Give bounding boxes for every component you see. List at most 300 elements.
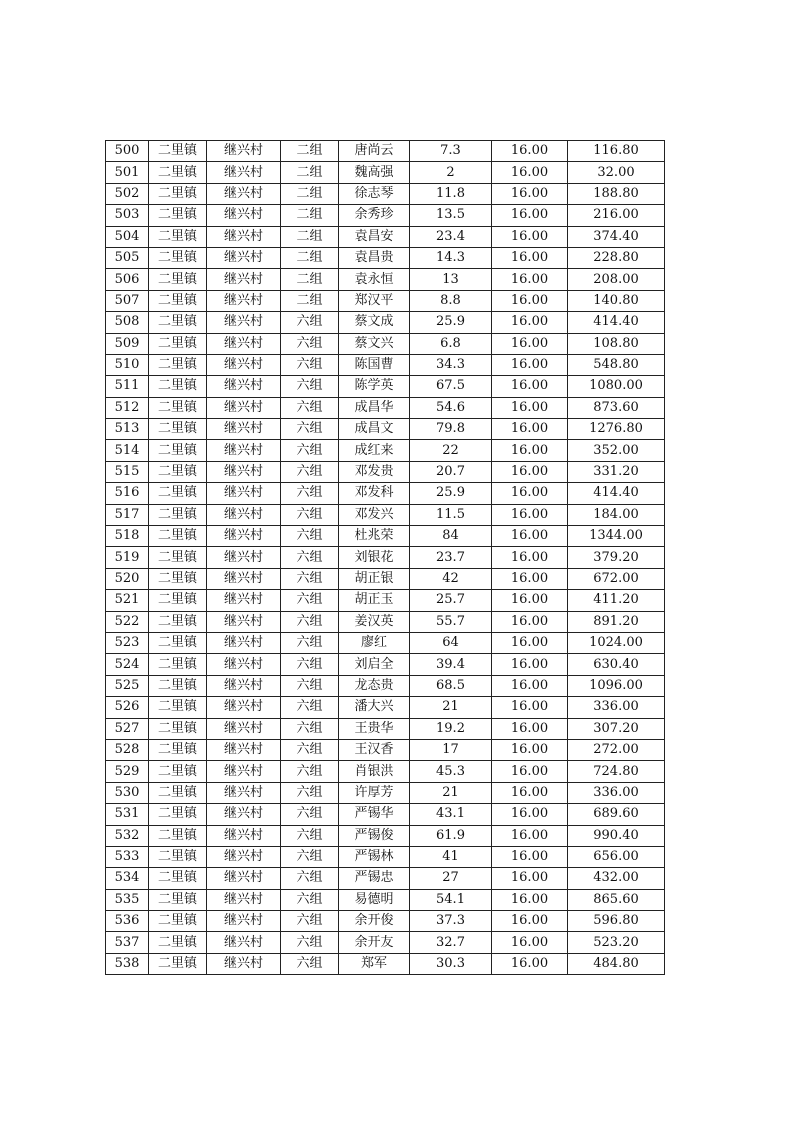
table-row — [106, 205, 665, 226]
town-cell: 二里镇 — [149, 868, 207, 889]
table-row — [106, 932, 665, 953]
rate-cell: 16.00 — [492, 868, 568, 889]
rate-cell: 16.00 — [492, 226, 568, 247]
group-cell: 六组 — [281, 312, 339, 333]
row-number-cell: 521 — [106, 590, 149, 611]
area-cell: 54.6 — [410, 397, 492, 418]
area-cell: 68.5 — [410, 675, 492, 696]
village-cell: 继兴村 — [207, 568, 281, 589]
village-cell: 继兴村 — [207, 718, 281, 739]
town-cell: 二里镇 — [149, 611, 207, 632]
row-number-cell: 538 — [106, 953, 149, 974]
table-row — [106, 141, 665, 162]
town-cell: 二里镇 — [149, 590, 207, 611]
group-cell: 二组 — [281, 205, 339, 226]
group-cell: 六组 — [281, 825, 339, 846]
amount-cell: 523.20 — [568, 932, 665, 953]
name-cell: 魏高强 — [339, 162, 410, 183]
amount-cell: 184.00 — [568, 504, 665, 525]
area-cell: 11.8 — [410, 183, 492, 204]
rate-cell: 16.00 — [492, 932, 568, 953]
name-cell: 成昌文 — [339, 419, 410, 440]
name-cell: 龙态贵 — [339, 675, 410, 696]
town-cell: 二里镇 — [149, 397, 207, 418]
town-cell: 二里镇 — [149, 825, 207, 846]
table-row — [106, 397, 665, 418]
village-cell: 继兴村 — [207, 312, 281, 333]
area-cell: 84 — [410, 526, 492, 547]
rate-cell: 16.00 — [492, 697, 568, 718]
name-cell: 袁昌安 — [339, 226, 410, 247]
rate-cell: 16.00 — [492, 183, 568, 204]
row-number-cell: 528 — [106, 739, 149, 760]
town-cell: 二里镇 — [149, 504, 207, 525]
area-cell: 11.5 — [410, 504, 492, 525]
town-cell: 二里镇 — [149, 290, 207, 311]
rate-cell: 16.00 — [492, 675, 568, 696]
group-cell: 二组 — [281, 290, 339, 311]
table-row — [106, 461, 665, 482]
name-cell: 杜兆荣 — [339, 526, 410, 547]
name-cell: 郑军 — [339, 953, 410, 974]
village-cell: 继兴村 — [207, 376, 281, 397]
area-cell: 14.3 — [410, 247, 492, 268]
group-cell: 六组 — [281, 440, 339, 461]
town-cell: 二里镇 — [149, 354, 207, 375]
group-cell: 六组 — [281, 739, 339, 760]
village-cell: 继兴村 — [207, 889, 281, 910]
amount-cell: 352.00 — [568, 440, 665, 461]
village-cell: 继兴村 — [207, 761, 281, 782]
rate-cell: 16.00 — [492, 953, 568, 974]
group-cell: 六组 — [281, 911, 339, 932]
row-number-cell: 519 — [106, 547, 149, 568]
group-cell: 六组 — [281, 654, 339, 675]
village-cell: 继兴村 — [207, 333, 281, 354]
village-cell: 继兴村 — [207, 547, 281, 568]
table-row — [106, 761, 665, 782]
amount-cell: 188.80 — [568, 183, 665, 204]
table-row — [106, 440, 665, 461]
row-number-cell: 508 — [106, 312, 149, 333]
name-cell: 胡正玉 — [339, 590, 410, 611]
amount-cell: 656.00 — [568, 846, 665, 867]
table-row — [106, 675, 665, 696]
group-cell: 六组 — [281, 761, 339, 782]
row-number-cell: 500 — [106, 141, 149, 162]
town-cell: 二里镇 — [149, 526, 207, 547]
name-cell: 邓发科 — [339, 483, 410, 504]
village-cell: 继兴村 — [207, 932, 281, 953]
rate-cell: 16.00 — [492, 397, 568, 418]
amount-cell: 331.20 — [568, 461, 665, 482]
group-cell: 六组 — [281, 461, 339, 482]
name-cell: 邓发兴 — [339, 504, 410, 525]
amount-cell: 1024.00 — [568, 632, 665, 653]
rate-cell: 16.00 — [492, 526, 568, 547]
group-cell: 六组 — [281, 354, 339, 375]
row-number-cell: 514 — [106, 440, 149, 461]
village-cell: 继兴村 — [207, 846, 281, 867]
village-cell: 继兴村 — [207, 397, 281, 418]
area-cell: 23.4 — [410, 226, 492, 247]
town-cell: 二里镇 — [149, 953, 207, 974]
town-cell: 二里镇 — [149, 911, 207, 932]
amount-cell: 672.00 — [568, 568, 665, 589]
name-cell: 成昌华 — [339, 397, 410, 418]
area-cell: 21 — [410, 782, 492, 803]
area-cell: 37.3 — [410, 911, 492, 932]
amount-cell: 548.80 — [568, 354, 665, 375]
table-row — [106, 697, 665, 718]
town-cell: 二里镇 — [149, 141, 207, 162]
area-cell: 8.8 — [410, 290, 492, 311]
area-cell: 67.5 — [410, 376, 492, 397]
name-cell: 姜汉英 — [339, 611, 410, 632]
row-number-cell: 527 — [106, 718, 149, 739]
rate-cell: 16.00 — [492, 846, 568, 867]
table-row — [106, 804, 665, 825]
rate-cell: 16.00 — [492, 419, 568, 440]
row-number-cell: 518 — [106, 526, 149, 547]
group-cell: 六组 — [281, 932, 339, 953]
area-cell: 27 — [410, 868, 492, 889]
row-number-cell: 523 — [106, 632, 149, 653]
name-cell: 余开友 — [339, 932, 410, 953]
name-cell: 余秀珍 — [339, 205, 410, 226]
group-cell: 六组 — [281, 889, 339, 910]
village-cell: 继兴村 — [207, 911, 281, 932]
town-cell: 二里镇 — [149, 846, 207, 867]
amount-cell: 432.00 — [568, 868, 665, 889]
name-cell: 徐志琴 — [339, 183, 410, 204]
group-cell: 六组 — [281, 675, 339, 696]
row-number-cell: 526 — [106, 697, 149, 718]
row-number-cell: 534 — [106, 868, 149, 889]
village-cell: 继兴村 — [207, 782, 281, 803]
town-cell: 二里镇 — [149, 718, 207, 739]
village-cell: 继兴村 — [207, 953, 281, 974]
row-number-cell: 504 — [106, 226, 149, 247]
area-cell: 25.9 — [410, 483, 492, 504]
table-row — [106, 183, 665, 204]
row-number-cell: 530 — [106, 782, 149, 803]
group-cell: 六组 — [281, 547, 339, 568]
name-cell: 刘银花 — [339, 547, 410, 568]
table-row — [106, 247, 665, 268]
row-number-cell: 524 — [106, 654, 149, 675]
name-cell: 余开俊 — [339, 911, 410, 932]
name-cell: 刘启全 — [339, 654, 410, 675]
row-number-cell: 520 — [106, 568, 149, 589]
amount-cell: 108.80 — [568, 333, 665, 354]
amount-cell: 411.20 — [568, 590, 665, 611]
rate-cell: 16.00 — [492, 654, 568, 675]
table-row — [106, 911, 665, 932]
town-cell: 二里镇 — [149, 804, 207, 825]
town-cell: 二里镇 — [149, 440, 207, 461]
area-cell: 17 — [410, 739, 492, 760]
table-row — [106, 290, 665, 311]
area-cell: 23.7 — [410, 547, 492, 568]
row-number-cell: 513 — [106, 419, 149, 440]
area-cell: 39.4 — [410, 654, 492, 675]
town-cell: 二里镇 — [149, 932, 207, 953]
rate-cell: 16.00 — [492, 547, 568, 568]
name-cell: 蔡文兴 — [339, 333, 410, 354]
village-cell: 继兴村 — [207, 504, 281, 525]
table-row — [106, 590, 665, 611]
amount-cell: 336.00 — [568, 782, 665, 803]
amount-cell: 990.40 — [568, 825, 665, 846]
town-cell: 二里镇 — [149, 739, 207, 760]
amount-cell: 865.60 — [568, 889, 665, 910]
area-cell: 79.8 — [410, 419, 492, 440]
village-cell: 继兴村 — [207, 697, 281, 718]
village-cell: 继兴村 — [207, 205, 281, 226]
village-cell: 继兴村 — [207, 632, 281, 653]
name-cell: 邓发贵 — [339, 461, 410, 482]
table-row — [106, 611, 665, 632]
table-row — [106, 654, 665, 675]
amount-cell: 414.40 — [568, 483, 665, 504]
village-cell: 继兴村 — [207, 461, 281, 482]
town-cell: 二里镇 — [149, 782, 207, 803]
area-cell: 7.3 — [410, 141, 492, 162]
area-cell: 32.7 — [410, 932, 492, 953]
name-cell: 陈国曹 — [339, 354, 410, 375]
town-cell: 二里镇 — [149, 162, 207, 183]
group-cell: 六组 — [281, 846, 339, 867]
area-cell: 22 — [410, 440, 492, 461]
amount-cell: 307.20 — [568, 718, 665, 739]
group-cell: 六组 — [281, 632, 339, 653]
area-cell: 2 — [410, 162, 492, 183]
row-number-cell: 516 — [106, 483, 149, 504]
amount-cell: 1276.80 — [568, 419, 665, 440]
group-cell: 六组 — [281, 782, 339, 803]
name-cell: 蔡文成 — [339, 312, 410, 333]
name-cell: 袁昌贵 — [339, 247, 410, 268]
amount-cell: 724.80 — [568, 761, 665, 782]
group-cell: 二组 — [281, 247, 339, 268]
rate-cell: 16.00 — [492, 782, 568, 803]
name-cell: 许厚芳 — [339, 782, 410, 803]
town-cell: 二里镇 — [149, 654, 207, 675]
name-cell: 郑汉平 — [339, 290, 410, 311]
rate-cell: 16.00 — [492, 162, 568, 183]
area-cell: 55.7 — [410, 611, 492, 632]
table-row — [106, 953, 665, 974]
village-cell: 继兴村 — [207, 354, 281, 375]
amount-cell: 208.00 — [568, 269, 665, 290]
amount-cell: 1096.00 — [568, 675, 665, 696]
amount-cell: 374.40 — [568, 226, 665, 247]
rate-cell: 16.00 — [492, 312, 568, 333]
rate-cell: 16.00 — [492, 461, 568, 482]
village-cell: 继兴村 — [207, 440, 281, 461]
group-cell: 六组 — [281, 804, 339, 825]
row-number-cell: 501 — [106, 162, 149, 183]
table-row — [106, 504, 665, 525]
row-number-cell: 509 — [106, 333, 149, 354]
row-number-cell: 512 — [106, 397, 149, 418]
row-number-cell: 531 — [106, 804, 149, 825]
rate-cell: 16.00 — [492, 739, 568, 760]
group-cell: 六组 — [281, 953, 339, 974]
village-cell: 继兴村 — [207, 141, 281, 162]
rate-cell: 16.00 — [492, 247, 568, 268]
table-row — [106, 739, 665, 760]
area-cell: 61.9 — [410, 825, 492, 846]
table-row — [106, 483, 665, 504]
name-cell: 严锡俊 — [339, 825, 410, 846]
row-number-cell: 505 — [106, 247, 149, 268]
rate-cell: 16.00 — [492, 354, 568, 375]
rate-cell: 16.00 — [492, 333, 568, 354]
village-cell: 继兴村 — [207, 611, 281, 632]
table-row — [106, 354, 665, 375]
village-cell: 继兴村 — [207, 247, 281, 268]
town-cell: 二里镇 — [149, 461, 207, 482]
rate-cell: 16.00 — [492, 568, 568, 589]
amount-cell: 596.80 — [568, 911, 665, 932]
area-cell: 25.7 — [410, 590, 492, 611]
row-number-cell: 506 — [106, 269, 149, 290]
table-row — [106, 162, 665, 183]
area-cell: 42 — [410, 568, 492, 589]
town-cell: 二里镇 — [149, 632, 207, 653]
group-cell: 六组 — [281, 868, 339, 889]
name-cell: 成红来 — [339, 440, 410, 461]
village-cell: 继兴村 — [207, 419, 281, 440]
table-row — [106, 333, 665, 354]
village-cell: 继兴村 — [207, 526, 281, 547]
amount-cell: 379.20 — [568, 547, 665, 568]
rate-cell: 16.00 — [492, 205, 568, 226]
rate-cell: 16.00 — [492, 718, 568, 739]
table-row — [106, 568, 665, 589]
village-cell: 继兴村 — [207, 825, 281, 846]
area-cell: 6.8 — [410, 333, 492, 354]
table-row — [106, 526, 665, 547]
rate-cell: 16.00 — [492, 504, 568, 525]
area-cell: 13.5 — [410, 205, 492, 226]
town-cell: 二里镇 — [149, 333, 207, 354]
rate-cell: 16.00 — [492, 761, 568, 782]
group-cell: 二组 — [281, 183, 339, 204]
village-cell: 继兴村 — [207, 290, 281, 311]
group-cell: 六组 — [281, 333, 339, 354]
row-number-cell: 535 — [106, 889, 149, 910]
group-cell: 六组 — [281, 483, 339, 504]
amount-cell: 414.40 — [568, 312, 665, 333]
rate-cell: 16.00 — [492, 911, 568, 932]
area-cell: 41 — [410, 846, 492, 867]
amount-cell: 336.00 — [568, 697, 665, 718]
row-number-cell: 502 — [106, 183, 149, 204]
group-cell: 六组 — [281, 568, 339, 589]
rate-cell: 16.00 — [492, 889, 568, 910]
name-cell: 胡正银 — [339, 568, 410, 589]
town-cell: 二里镇 — [149, 205, 207, 226]
row-number-cell: 537 — [106, 932, 149, 953]
area-cell: 43.1 — [410, 804, 492, 825]
area-cell: 20.7 — [410, 461, 492, 482]
area-cell: 25.9 — [410, 312, 492, 333]
rate-cell: 16.00 — [492, 141, 568, 162]
town-cell: 二里镇 — [149, 247, 207, 268]
rate-cell: 16.00 — [492, 269, 568, 290]
name-cell: 王贵华 — [339, 718, 410, 739]
name-cell: 袁永恒 — [339, 269, 410, 290]
table-row — [106, 846, 665, 867]
name-cell: 唐尚云 — [339, 141, 410, 162]
village-cell: 继兴村 — [207, 654, 281, 675]
group-cell: 六组 — [281, 697, 339, 718]
amount-cell: 891.20 — [568, 611, 665, 632]
group-cell: 六组 — [281, 376, 339, 397]
row-number-cell: 503 — [106, 205, 149, 226]
group-cell: 六组 — [281, 718, 339, 739]
name-cell: 潘大兴 — [339, 697, 410, 718]
table-row — [106, 825, 665, 846]
amount-cell: 689.60 — [568, 804, 665, 825]
table-row — [106, 419, 665, 440]
rate-cell: 16.00 — [492, 825, 568, 846]
group-cell: 六组 — [281, 419, 339, 440]
rate-cell: 16.00 — [492, 590, 568, 611]
row-number-cell: 510 — [106, 354, 149, 375]
table-row — [106, 868, 665, 889]
village-cell: 继兴村 — [207, 804, 281, 825]
subsidy-ledger-table — [105, 140, 665, 975]
area-cell: 19.2 — [410, 718, 492, 739]
area-cell: 13 — [410, 269, 492, 290]
amount-cell: 630.40 — [568, 654, 665, 675]
amount-cell: 484.80 — [568, 953, 665, 974]
town-cell: 二里镇 — [149, 697, 207, 718]
area-cell: 30.3 — [410, 953, 492, 974]
group-cell: 六组 — [281, 611, 339, 632]
name-cell: 王汉香 — [339, 739, 410, 760]
town-cell: 二里镇 — [149, 761, 207, 782]
amount-cell: 140.80 — [568, 290, 665, 311]
row-number-cell: 536 — [106, 911, 149, 932]
village-cell: 继兴村 — [207, 590, 281, 611]
village-cell: 继兴村 — [207, 226, 281, 247]
table-row — [106, 889, 665, 910]
group-cell: 六组 — [281, 397, 339, 418]
rate-cell: 16.00 — [492, 483, 568, 504]
town-cell: 二里镇 — [149, 547, 207, 568]
area-cell: 45.3 — [410, 761, 492, 782]
village-cell: 继兴村 — [207, 269, 281, 290]
town-cell: 二里镇 — [149, 312, 207, 333]
table-row — [106, 376, 665, 397]
row-number-cell: 525 — [106, 675, 149, 696]
row-number-cell: 507 — [106, 290, 149, 311]
amount-cell: 272.00 — [568, 739, 665, 760]
village-cell: 继兴村 — [207, 162, 281, 183]
table-row — [106, 632, 665, 653]
name-cell: 陈学英 — [339, 376, 410, 397]
village-cell: 继兴村 — [207, 739, 281, 760]
row-number-cell: 517 — [106, 504, 149, 525]
amount-cell: 216.00 — [568, 205, 665, 226]
town-cell: 二里镇 — [149, 483, 207, 504]
table-row — [106, 718, 665, 739]
